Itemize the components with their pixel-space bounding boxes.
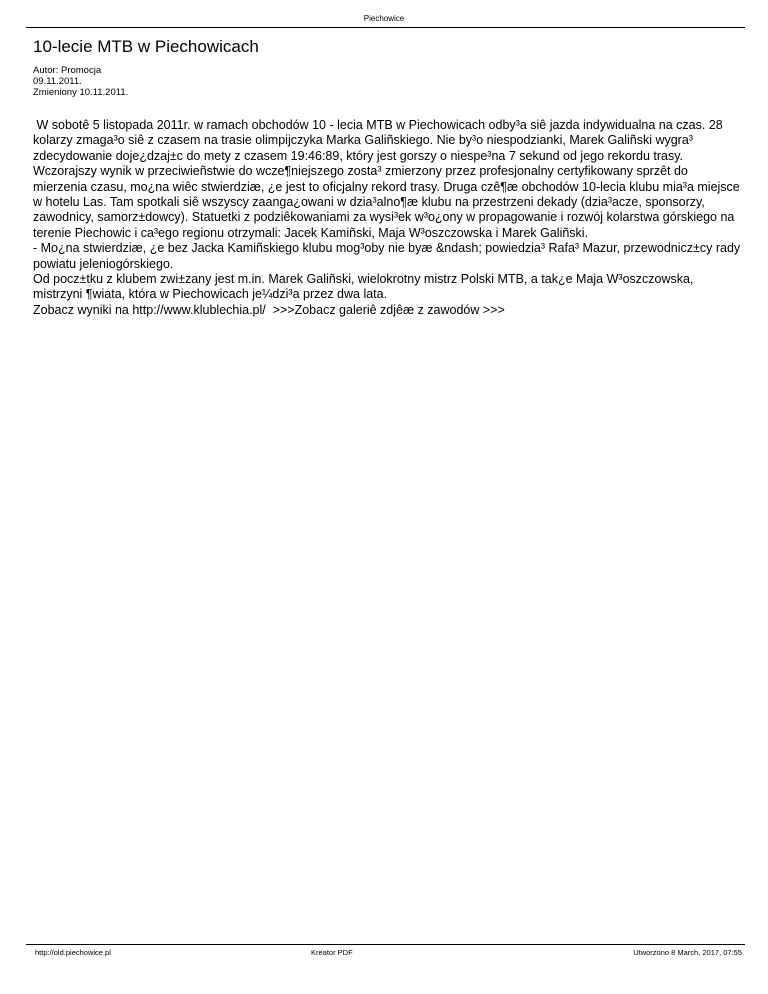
footer-created: Utworzono 8 March, 2017, 07:55: [633, 948, 742, 957]
footer-url[interactable]: http://old.piechowice.pl: [35, 948, 111, 957]
article-title: 10-lecie MTB w Piechowicach: [33, 37, 259, 56]
published-date: 09.11.2011.: [33, 76, 82, 87]
footer-divider: [26, 944, 745, 945]
article-paragraph: - Mo¿na stwierdziæ, ¿e bez Jacka Kamiñskiego klubu mog³oby nie byæ &ndash; powiedzia³ Rafa³ Mazur, przewodnicz±cy rady powiatu jeleniogórskiego.: [33, 241, 741, 271]
footer-generator: Kreator PDF: [311, 948, 353, 957]
modified-date: Zmieniony 10.11.2011.: [33, 87, 129, 98]
article-paragraph: Od pocz±tku z klubem zwi±zany jest m.in. Marek Galiñski, wielokrotny mistrz Polski MTB, a tak¿e Maja W³oszczowska, mistrzyni ¶wiata, która w Piechowicach je¼dzi³a przez dwa lata.: [33, 272, 694, 302]
header-divider: [26, 27, 745, 28]
article-body: [33, 118, 745, 318]
results-link-line[interactable]: Zobacz wyniki na http://www.klublechia.pl/ >>>Zobacz galeriê zdjêæ z zawodów >>>: [33, 302, 505, 317]
article-paragraph: W sobotê 5 listopada 2011r. w ramach obchodów 10 - lecia MTB w Piechowicach odby³a siê jazda indywidualna na czas. 28 kolarzy zmaga³o siê z czasem na trasie olimpijczyka Marka Galiñskiego. Nie by³o niespodzianki, Marek Galiñski wygra³ zdecydowanie doje¿dzaj±c do mety z czasem 19:46:89, który jest gorszy o niespe³na 7 sekund od jego rekordu trasy. Wczorajszy wynik w przeciwieñstwie do wcze¶niejszego zosta³ zmierzony przez profesjonalny certyfikowany sprzêt do mierzenia czasu, mo¿na wiêc stwierdziæ, ¿e jest to oficjalny rekord trasy. Druga czê¶æ obchodów 10-lecia klubu mia³a miejsce w hotelu Las. Tam spotkali siê wszyscy zaanga¿owani w dzia³alno¶æ klubu na przestrzeni dekady (dzia³acze, sponsorzy, zawodnicy, samorz±dowcy). Statuetki z podziêkowaniami za wysi³ek w³o¿ony w propagowanie i rozwój kolarstwa górskiego na terenie Piechowic i ca³ego regionu otrzymali: Jacek Kamiñski, Maja W³oszczowska i Marek Galiñski.: [33, 118, 744, 240]
article-meta: [33, 65, 128, 98]
page-header: Piechowice: [363, 14, 405, 23]
author-line: Autor: Promocja: [33, 65, 102, 76]
